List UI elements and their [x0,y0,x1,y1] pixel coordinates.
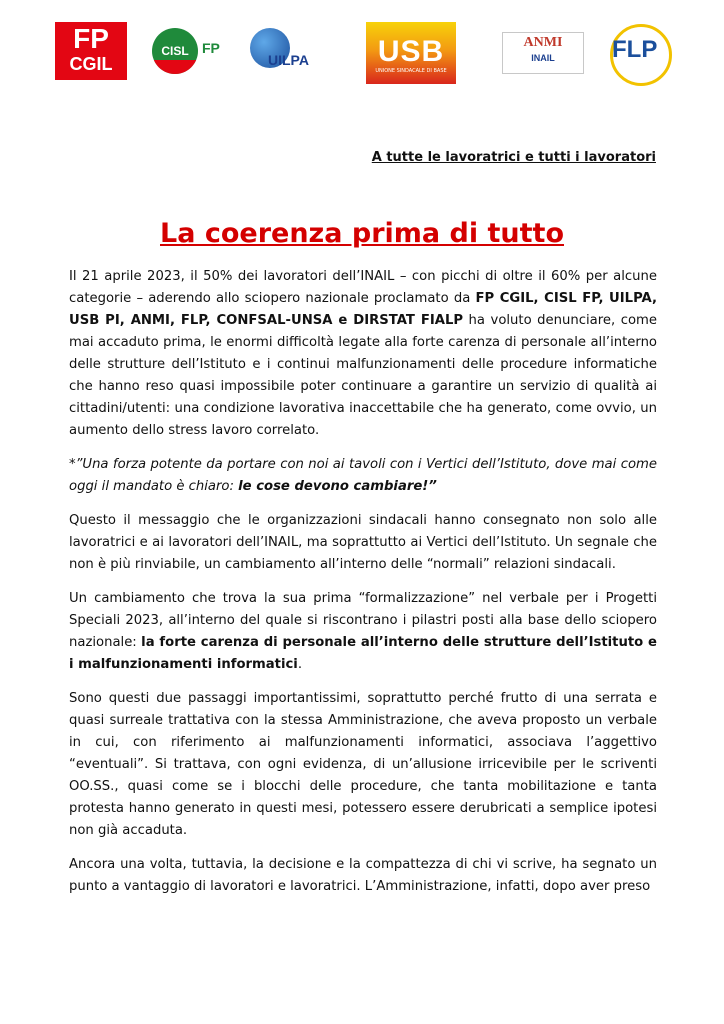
p2-bold: le cose devono cambiare!” [238,479,437,494]
usb-text: USB [377,35,445,68]
anmi-inail-logo [502,32,584,74]
uilpa-logo [246,22,324,82]
p1-unions-bold: FP CGIL, CISL FP, UILPA, USB PI, ANMI, FLP, CONFSAL-UNSA e DIRSTAT FIALP [69,291,657,328]
paragraph-6: Ancora una volta, tuttavia, la decisione e la compattezza di chi vi scrive, ha segnato un punto a vantaggio di lavoratori e lavoratrici. L’Amministrazione, infatti, dopo aver preso [69,857,657,894]
cisl-fp-text: FP [202,40,220,56]
recipients-line: A tutte le lavoratrici e tutti i lavoratori [371,150,656,165]
fp-cgil-logo-line2: CGIL [69,54,113,74]
uilpa-text: UILPA [268,52,309,68]
p4-bold: la forte carenza di personale all’interno delle strutture dell’Istituto e i malfunzionamenti informatici [69,635,657,672]
p1-text-a: Il 21 aprile 2023, il 50% dei lavoratori dell’INAIL – con picchi di oltre il 60% per alcune categorie – aderendo allo sciopero nazionale proclamato da [69,269,657,306]
inail-text: INAIL [531,53,555,63]
flp-logo [608,22,672,82]
union-logos-row [52,22,672,86]
flp-text: FLP [612,36,658,63]
paragraph-5: Sono questi due passaggi importantissimi, soprattutto perché frutto di una serrata e quasi surreale trattativa con la stessa Amministrazione, che aveva proposto un verbale in cui, con riferimento ai malfunzionamenti informatici, associava l’aggettivo “eventuali”. Si trattava, con ogni evidenza, di un’allusione irricevibile per le scriventi OO.SS., quasi come se i blocchi delle procedure, che tanta mobilitazione e tanta protesta hanno generato in questi mesi, potessero essere derubricati a semplice ipotesi non già accaduta. [69,691,657,838]
p1-text-c: ha voluto denunciare, come mai accaduto prima, le enormi difficoltà legate alla forte carenza di personale all’interno delle strutture dell’Istituto e i continui malfunzionamenti delle procedure informatiche che hanno reso quasi impossibile poter continuare a garantire un servizio di qualità ai cittadini/utenti: una condizione lavorativa inaccettabile che ha generato, come ovvio, un aumento dello stress lavoro correlato. [69,313,657,438]
p4-text-c: . [297,657,303,672]
fp-cgil-logo [55,22,127,80]
document-title: La coerenza prima di tutto [160,218,564,249]
paragraph-quote [69,454,657,498]
paragraph-4 [69,588,657,676]
cisl-fp-logo [152,22,230,82]
p2-text-a: *”Una forza potente da portare con noi ai tavoli con i Vertici dell’Istituto, dove mai come oggi il mandato è chiaro: [69,457,657,494]
fp-cgil-logo-line1: FP [73,23,109,54]
paragraph-1 [69,266,657,442]
document-body [69,266,657,910]
anmi-text: ANMI [523,35,563,50]
usb-logo [366,22,456,84]
usb-subtext: UNIONE SINDACALE DI BASE [375,68,447,74]
p4-text-a: Un cambiamento che trova la sua prima “formalizzazione” nel verbale per i Progetti Speciali 2023, all’interno del quale si riscontrano i pilastri posti alla base dello sciopero nazionale: [69,591,657,650]
paragraph-3: Questo il messaggio che le organizzazioni sindacali hanno consegnato non solo alle lavoratrici e ai lavoratori dell’INAIL, ma soprattutto ai Vertici dell’Istituto. Un segnale che non è più rinviabile, un cambiamento all’interno delle “normali” relazioni sindacali. [69,513,657,572]
cisl-circle: CISL [152,28,198,74]
